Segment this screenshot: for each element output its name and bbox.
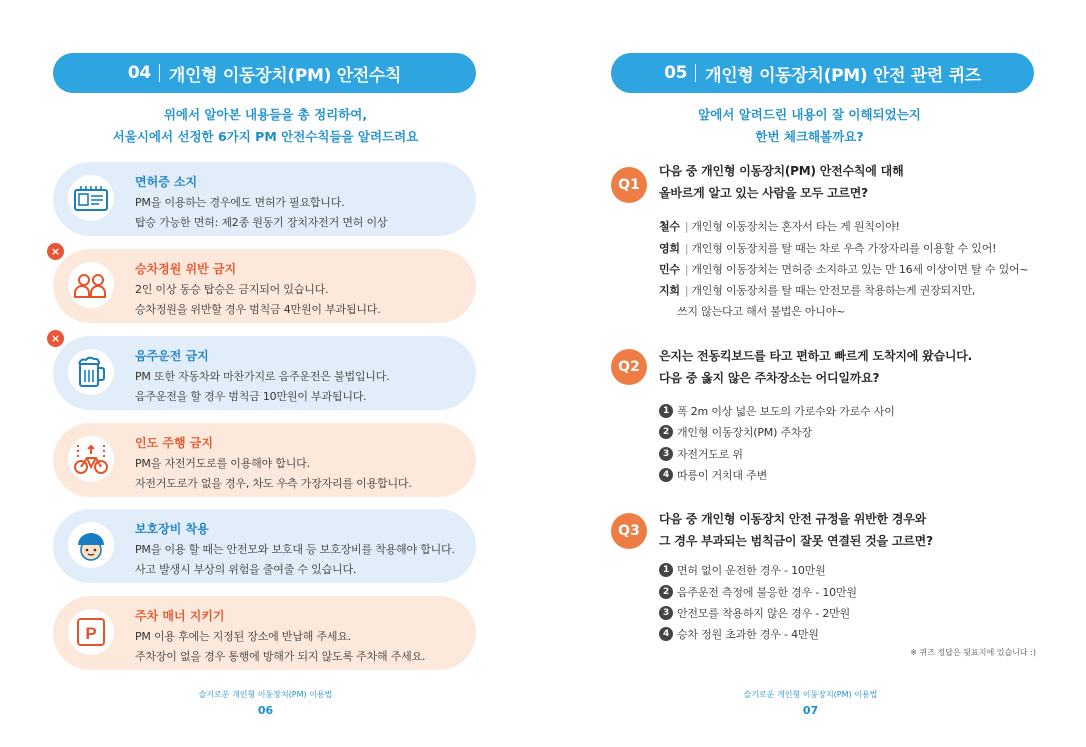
rule-title: 주차 매너 지키기 bbox=[135, 609, 225, 623]
q1-answer-continued: 쓰지 않는다고 해서 불법은 아니야~ bbox=[677, 305, 846, 318]
q1-question bbox=[659, 160, 903, 204]
license-icon bbox=[67, 174, 115, 222]
helmet-icon bbox=[67, 521, 115, 569]
rule-title: 보호장비 착용 bbox=[135, 522, 209, 536]
rule-title: 인도 주행 금지 bbox=[135, 436, 213, 450]
rule-title: 면허증 소지 bbox=[135, 175, 198, 189]
q3-question bbox=[659, 508, 933, 552]
q2-line-1: 은지는 전동킥보드를 타고 편하고 빠르게 도착지에 왔습니다. bbox=[659, 349, 973, 363]
banner-title: 개인형 이동장치(PM) 안전 관련 퀴즈 bbox=[705, 65, 981, 86]
q3-line-2: 그 경우 부과되는 범칙금이 잘못 연결된 것을 고르면? bbox=[659, 534, 933, 548]
banner-number: 05 bbox=[664, 63, 688, 83]
q1-line-2: 올바르게 알고 있는 사람을 모두 고르면? bbox=[659, 186, 868, 200]
intro-line-1: 위에서 알아본 내용들을 총 정리하여, bbox=[163, 107, 368, 122]
q1-answer: 지희 | 개인형 이동장치를 탈 때는 안전모를 착용하는게 권장되지만, bbox=[659, 284, 976, 297]
q3-option: 1 면허 없이 운전한 경우 - 10만원 bbox=[659, 562, 826, 578]
rule-text: 승차정원을 위반할 경우 범칙금 4만원이 부과됩니다. bbox=[135, 303, 381, 316]
q2-option: 1 폭 2m 이상 넓은 보도의 가로수와 가로수 사이 bbox=[659, 403, 895, 419]
q1-answer: 철수 | 개인형 이동장치는 혼자서 타는 게 원칙이야! bbox=[659, 220, 900, 233]
rule-text: 사고 발생시 부상의 위험을 줄여줄 수 있습니다. bbox=[135, 563, 357, 576]
intro-line-2: 한번 체크해볼까요? bbox=[755, 129, 864, 144]
prohibited-icon: × bbox=[47, 243, 64, 260]
q2-line-2: 다음 중 옳지 않은 주차장소는 어디일까요? bbox=[659, 371, 880, 385]
section-banner-04 bbox=[53, 53, 476, 93]
right-page bbox=[543, 0, 1086, 747]
two-people-icon bbox=[67, 261, 115, 309]
intro-line-1: 앞에서 알려드린 내용이 잘 이해되었는지 bbox=[698, 107, 921, 122]
banner-number: 04 bbox=[127, 63, 151, 83]
rule-passenger-limit bbox=[50, 245, 476, 323]
q3-option: 2 음주운전 측정에 불응한 경우 - 10만원 bbox=[659, 584, 857, 600]
rule-title: 음주운전 금지 bbox=[135, 349, 209, 363]
q2-option: 4 따릉이 거치대 주변 bbox=[659, 467, 767, 483]
rule-title: 승차정원 위반 금지 bbox=[135, 262, 237, 276]
rule-text: 음주운전을 할 경우 범칙금 10만원이 부과됩니다. bbox=[135, 390, 367, 403]
rule-text: 자전거도로가 없을 경우, 차도 우측 가장자리를 이용합니다. bbox=[135, 477, 412, 490]
rule-text: PM을 이용 할 때는 안전모와 보호대 등 보호장비를 착용해야 합니다. bbox=[135, 543, 455, 556]
rule-license bbox=[53, 162, 476, 236]
rule-text: 2인 이상 동승 탑승은 금지되어 있습니다. bbox=[135, 283, 329, 296]
intro-line-2: 서울시에서 선정한 6가지 PM 안전수칙들을 알려드려요 bbox=[112, 129, 419, 144]
svg-text:P: P bbox=[85, 624, 97, 643]
q1-answer: 민수 | 개인형 이동장치는 면허증 소지하고 있는 만 16세 이상이면 탈 수 있어~ bbox=[659, 263, 1029, 276]
rule-parking-manners bbox=[53, 596, 476, 670]
q3-line-1: 다음 중 개인형 이동장치 안전 규정을 위반한 경우와 bbox=[659, 512, 927, 526]
rule-text: PM 또한 자동차와 마찬가지로 음주운전은 불법입니다. bbox=[135, 370, 390, 383]
page-number: 07 bbox=[802, 704, 819, 717]
q3-badge: Q3 bbox=[611, 513, 647, 549]
rule-protective-gear bbox=[53, 509, 476, 583]
banner-divider bbox=[159, 64, 160, 82]
footer-title: 슬기로운 개인형 이동장치(PM) 이용법 bbox=[198, 690, 333, 699]
prohibited-icon: × bbox=[47, 330, 64, 347]
q3-option: 4 승차 정원 초과한 경우 - 4만원 bbox=[659, 626, 819, 642]
rule-text: 주차장이 없을 경우 통행에 방해가 되지 않도록 주차해 주세요. bbox=[135, 650, 426, 663]
banner-divider bbox=[695, 64, 696, 82]
rule-text: PM을 자전거도로를 이용해야 합니다. bbox=[135, 457, 310, 470]
bicycle-icon bbox=[67, 435, 115, 483]
q2-badge: Q2 bbox=[611, 349, 647, 385]
rule-no-drunk-driving bbox=[50, 332, 476, 410]
q1-badge: Q1 bbox=[611, 167, 647, 203]
q2-option: 3 자전거도로 위 bbox=[659, 446, 743, 462]
q1-answer: 영희 | 개인형 이동장치를 탈 때는 차로 우측 가장자리를 이용할 수 있어! bbox=[659, 242, 997, 255]
parking-icon bbox=[67, 608, 115, 656]
footer-title: 슬기로운 개인형 이동장치(PM) 이용법 bbox=[743, 690, 878, 699]
q2-question bbox=[659, 345, 972, 389]
q1-line-1: 다음 중 개인형 이동장치(PM) 안전수칙에 대해 bbox=[659, 164, 904, 178]
rule-text: PM 이용 후에는 지정된 장소에 반납해 주세요. bbox=[135, 630, 352, 643]
intro-text bbox=[0, 104, 537, 148]
page-number: 06 bbox=[257, 704, 274, 717]
section-banner-05 bbox=[611, 53, 1034, 93]
beer-icon bbox=[67, 348, 115, 396]
banner-title: 개인형 이동장치(PM) 안전수칙 bbox=[168, 65, 402, 86]
rule-text: 탑승 가능한 면허: 제2종 원동기 장치자전거 면허 이상 bbox=[135, 216, 388, 229]
rule-no-sidewalk bbox=[53, 423, 476, 497]
rule-text: PM을 이용하는 경우에도 면허가 필요합니다. bbox=[135, 196, 345, 209]
answer-note: ※ 퀴즈 정답은 뒷표지에 있습니다 :) bbox=[910, 648, 1036, 657]
q3-option: 3 안전모를 착용하지 않은 경우 - 2만원 bbox=[659, 605, 850, 621]
intro-text bbox=[538, 104, 1081, 148]
q2-option: 2 개인형 이동장치(PM) 주차장 bbox=[659, 424, 812, 440]
